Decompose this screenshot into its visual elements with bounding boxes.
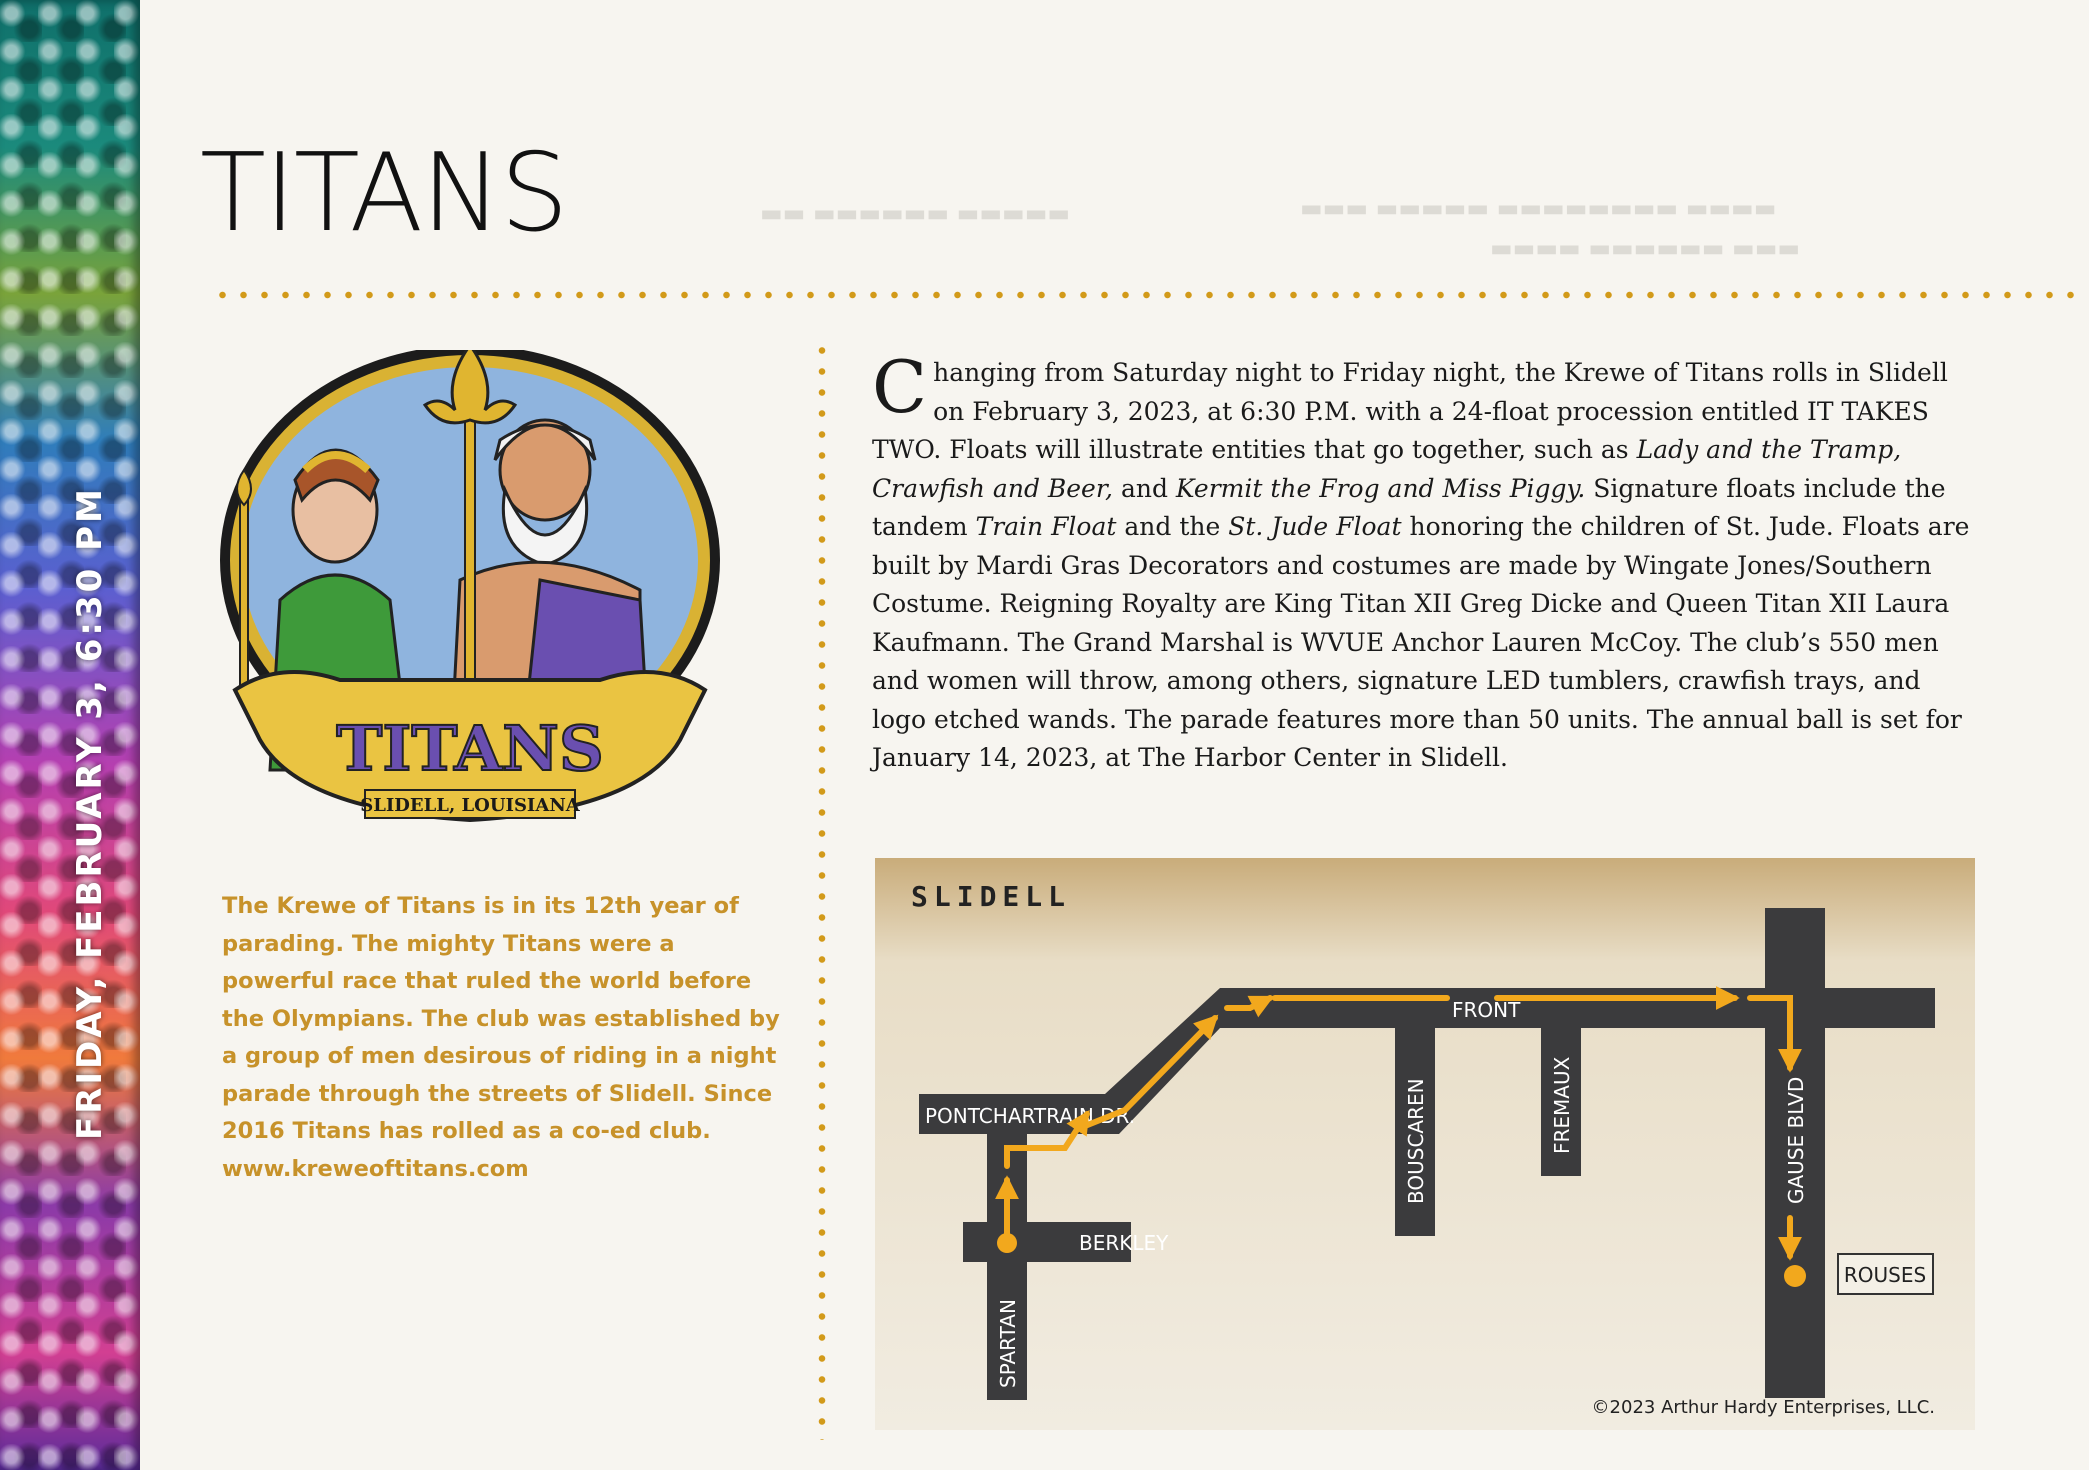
article-italic: Lady and the Tramp, Crawfish and Beer, xyxy=(872,435,1902,503)
street-label-front: FRONT xyxy=(1452,998,1521,1022)
logo-name: TITANS xyxy=(336,712,604,785)
page-title: TITANS xyxy=(200,131,567,256)
website-link[interactable]: www.kreweoftitans.com xyxy=(222,1155,529,1182)
rouses-label: ROUSES xyxy=(1843,1263,1927,1287)
logo-location: SLIDELL, LOUISIANA xyxy=(360,795,580,816)
street-label-spartan: SPARTAN xyxy=(996,1299,1020,1388)
street-label-fremaux: FREMAUX xyxy=(1550,1056,1574,1154)
article-text: honoring the children of St. Jude. Floats are built by Mardi Gras Decorators and costumes are made by Wingate Jones/Southern Costume. Reigning Royalty are King Titan XII Greg Dicke and Queen Titan XII Laura Kaufmann. The Grand Marshal is WVUE Anchor Lauren McCoy. The club’s 550 men and women will throw, among others, signature LED tumblers, crawfish trays, and logo etched wands. The parade features more than 50 units. The annual ball is set for January 14, 2023, at The Harbor Center in Slidell. xyxy=(872,512,1970,772)
route-start-marker xyxy=(997,1233,1017,1253)
street-label-berkley: BERKLEY xyxy=(1079,1231,1169,1255)
street-label-gause: GAUSE BLVD xyxy=(1784,1076,1808,1204)
map-city-label: SLIDELL xyxy=(911,880,1072,913)
article-text: hanging from Saturday night to Friday night, the Krewe of Titans rolls in Slidell on February 3, 2023, at 6:30 P.M. with a 24-float procession entitled IT TAKES TWO. Floats will illustrate entities that go together, such as xyxy=(872,358,1948,464)
article-italic: Kermit the Frog and Miss Piggy. xyxy=(1175,473,1586,503)
bleed-through-text: ▬▬▬ ▬▬▬▬▬ ▬▬▬▬▬▬▬▬ ▬▬▬▬ xyxy=(1300,194,1777,222)
article-body xyxy=(872,345,1982,778)
article-text: and xyxy=(1113,473,1176,503)
sequin-strip xyxy=(0,0,140,1470)
article-text: and the xyxy=(1116,512,1229,541)
caption-block xyxy=(222,888,782,1188)
titans-logo xyxy=(210,350,730,850)
dotted-divider xyxy=(212,291,2082,299)
map-copyright: ©2023 Arthur Hardy Enterprises, LLC. xyxy=(1591,1397,1935,1418)
article-italic: St. Jude Float xyxy=(1228,512,1402,541)
street-label-pontchartrain: PONTCHARTRAIN DR. xyxy=(925,1104,1136,1128)
caption-text: The Krewe of Titans is in its 12th year of parading. The mighty Titans were a powerful race that ruled the world before the Olympians. The club was established by a group of men desirous of riding in a night parade through the streets of Slidell. Since 2016 Titans has rolled as a co-ed club. xyxy=(222,893,780,1144)
road-front xyxy=(1235,988,1935,1028)
article-italic: Train Float xyxy=(975,512,1117,541)
date-time-banner: FRIDAY, FEBRUARY 3, 6:30 PM xyxy=(70,486,110,1140)
bleed-through-text: ▬▬▬▬ ▬▬▬▬▬▬ ▬▬▬ xyxy=(1490,234,1801,262)
street-label-bouscaren: BOUSCAREN xyxy=(1404,1078,1428,1204)
dotted-column-divider xyxy=(818,340,826,1440)
drop-cap: C xyxy=(872,345,928,429)
article-text: Signature floats include the tandem xyxy=(872,473,1946,541)
route-end-marker xyxy=(1784,1265,1806,1287)
bleed-through-text: ▬▬ ▬▬▬▬▬▬ ▬▬▬▬▬ xyxy=(760,199,1071,227)
parade-route-map xyxy=(875,858,1975,1430)
